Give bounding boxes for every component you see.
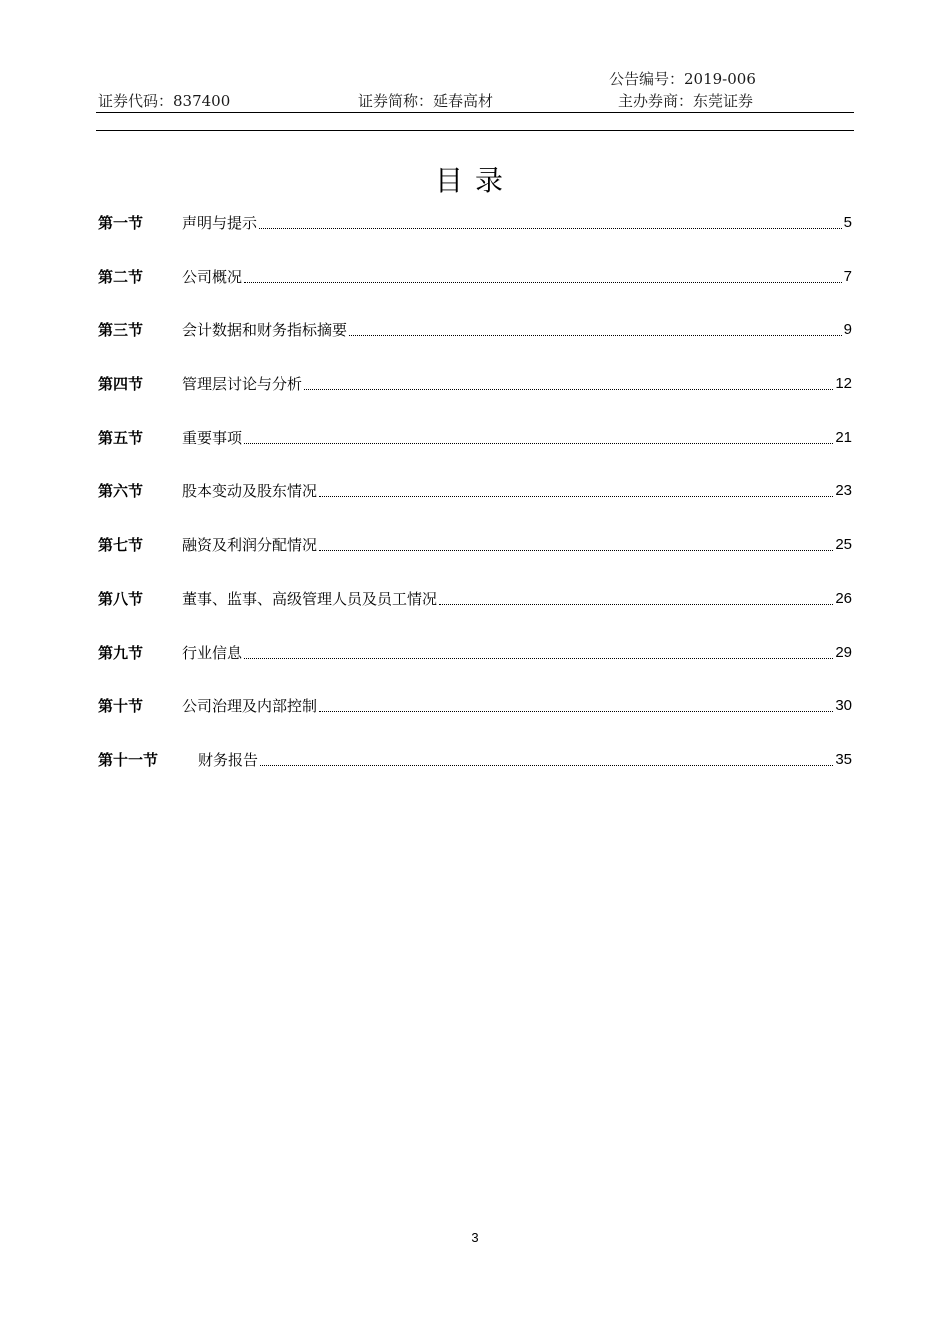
security-code: 证券代码：837400 xyxy=(98,92,231,110)
toc-section-title: 公司治理及内部控制 xyxy=(182,697,318,716)
toc-section-number: 第一节 xyxy=(98,214,144,232)
toc-dot-leader xyxy=(304,373,833,390)
toc-section-title: 管理层讨论与分析 xyxy=(182,375,303,394)
toc-section-title: 重要事项 xyxy=(182,428,243,447)
toc-page-number: 35 xyxy=(835,750,852,768)
toc-title: 目录 xyxy=(434,163,515,197)
toc-entry[interactable] xyxy=(98,642,852,696)
toc-section-number: 第七节 xyxy=(98,536,144,555)
toc-section-title: 融资及利润分配情况 xyxy=(182,536,318,555)
toc-section-number: 第六节 xyxy=(98,482,144,501)
toc-dot-leader xyxy=(319,695,833,712)
toc-entry[interactable] xyxy=(98,319,852,373)
toc-entry[interactable] xyxy=(98,534,852,588)
toc-section-number: 第三节 xyxy=(98,321,144,340)
toc-section-title: 股本变动及股东情况 xyxy=(182,482,318,501)
toc-section-number: 第十节 xyxy=(98,697,144,716)
header-divider-thick xyxy=(96,130,854,131)
toc-entry[interactable] xyxy=(98,588,852,642)
toc-entry[interactable] xyxy=(98,212,852,266)
toc-dot-leader xyxy=(244,427,833,444)
toc-page-number: 23 xyxy=(835,482,852,500)
toc-dot-leader xyxy=(244,266,842,283)
sponsor-broker: 主办券商：东莞证券 xyxy=(618,92,754,110)
toc-page-number: 12 xyxy=(835,375,852,393)
toc-section-title: 公司概况 xyxy=(182,267,243,286)
toc-dot-leader xyxy=(244,642,833,659)
toc-dot-leader xyxy=(260,749,833,766)
toc-entry[interactable] xyxy=(98,695,852,749)
toc-entry[interactable] xyxy=(98,266,852,320)
toc-entry[interactable] xyxy=(98,373,852,427)
toc-section-title: 声明与提示 xyxy=(182,214,258,232)
page-number: 3 xyxy=(471,1230,479,1245)
toc-dot-leader xyxy=(439,588,833,605)
toc-page-number: 30 xyxy=(835,697,852,715)
toc-entry[interactable] xyxy=(98,427,852,481)
announcement-number: 公告编号：2019-006 xyxy=(609,70,756,88)
table-of-contents xyxy=(98,212,852,803)
toc-dot-leader xyxy=(259,212,842,229)
toc-page-number: 7 xyxy=(843,267,852,285)
toc-section-number: 第八节 xyxy=(98,589,144,608)
toc-section-number: 第十一节 xyxy=(98,750,159,769)
toc-section-title: 会计数据和财务指标摘要 xyxy=(182,321,348,340)
toc-dot-leader xyxy=(319,534,833,551)
toc-dot-leader xyxy=(349,319,842,336)
security-abbreviation: 证券简称：延春高材 xyxy=(358,92,494,110)
toc-page-number: 29 xyxy=(835,643,852,661)
toc-section-number: 第九节 xyxy=(98,643,144,662)
toc-section-number: 第二节 xyxy=(98,267,144,286)
toc-section-title: 董事、监事、高级管理人员及员工情况 xyxy=(182,589,438,608)
toc-section-title: 财务报告 xyxy=(198,750,259,769)
header-divider-thin xyxy=(96,112,854,113)
toc-entry[interactable] xyxy=(98,480,852,534)
toc-page-number: 25 xyxy=(835,536,852,554)
toc-page-number: 5 xyxy=(843,214,852,231)
toc-section-number: 第四节 xyxy=(98,375,144,394)
toc-page-number: 21 xyxy=(835,428,852,446)
toc-section-title: 行业信息 xyxy=(182,643,243,662)
toc-section-number: 第五节 xyxy=(98,428,144,447)
toc-page-number: 9 xyxy=(843,321,852,339)
toc-page-number: 26 xyxy=(835,589,852,607)
toc-entry[interactable] xyxy=(98,749,852,803)
toc-dot-leader xyxy=(319,480,833,497)
